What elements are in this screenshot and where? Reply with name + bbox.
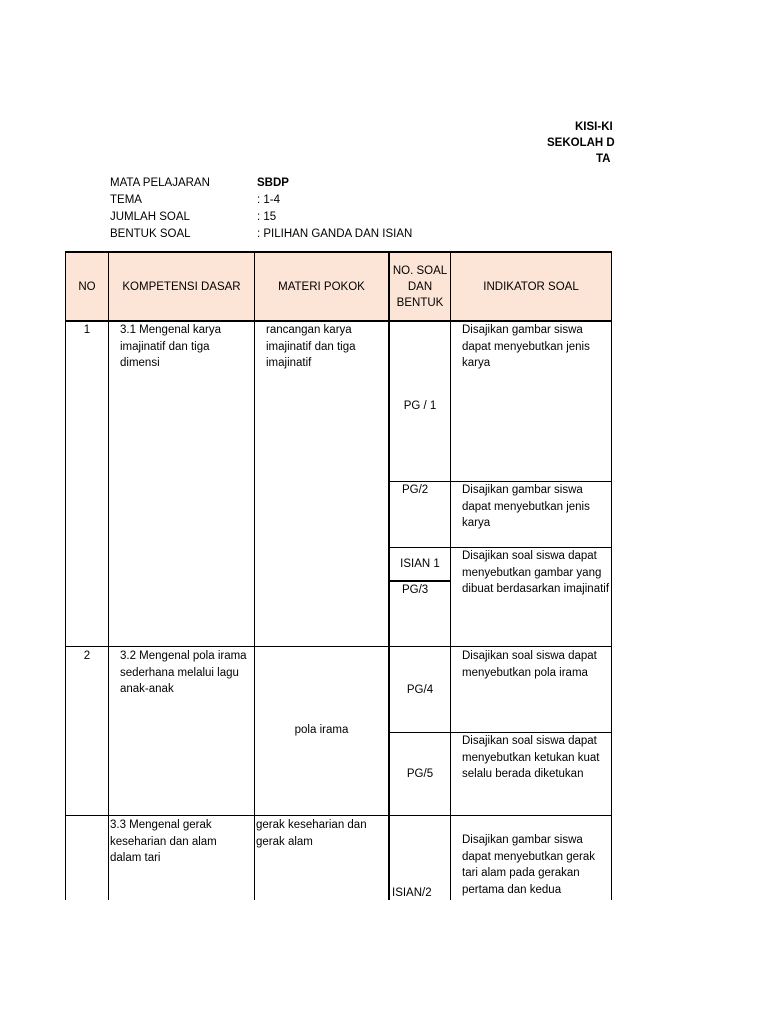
item-pg5-no-soal: PG/5 — [406, 768, 434, 780]
item-pg5-indikator: Disajikan soal siswa dapat menyebutkan ketukan kuat selalu berada diketukan — [462, 735, 600, 780]
info-label: TEMA — [110, 194, 142, 206]
item-isian1-indikator: Disajikan soal siswa dapat menyebutkan gambar yang dibuat berdasarkan imajinatif — [462, 550, 610, 595]
row-1-no: 1 — [83, 324, 91, 336]
row-divider — [65, 815, 390, 816]
col-border — [254, 251, 255, 900]
doc-title-line-1: KISI-KI — [575, 121, 613, 133]
info-label: JUMLAH SOAL — [110, 211, 190, 223]
col-border — [611, 251, 612, 900]
info-label: BENTUK SOAL — [110, 228, 191, 240]
header-kompetensi-dasar: KOMPETENSI DASAR — [122, 280, 241, 293]
row-3-kompetensi: 3.3 Mengenal gerak keseharian dan alam dalam tari — [110, 819, 217, 864]
header-no: NO — [78, 280, 96, 293]
item-pg4-no-soal: PG/4 — [406, 684, 434, 696]
row-2-materi: pola irama — [294, 724, 349, 736]
header-indikator-soal: INDIKATOR SOAL — [483, 280, 579, 293]
item-pg2-no-soal: PG/2 — [402, 484, 429, 496]
item-pg1-indikator: Disajikan gambar siswa dapat menyebutkan jenis karya — [462, 324, 590, 369]
info-value: SBDP — [257, 177, 289, 189]
item-isian2-no-soal: ISIAN/2 — [392, 887, 432, 899]
row-3-materi: gerak keseharian dan gerak alam — [256, 819, 367, 848]
info-value: : 15 — [257, 211, 277, 223]
item-isian2-indikator: Disajikan gambar siswa dapat menyebutkan gerak tari alam pada gerakan pertama dan kedua — [462, 834, 595, 896]
item-pg2-indikator: Disajikan gambar siswa dapat menyebutkan jenis karya — [462, 484, 590, 529]
col-border — [450, 251, 451, 900]
info-value: : 1-4 — [257, 194, 281, 206]
row-2-no: 2 — [83, 650, 91, 662]
row-2-kompetensi: 3.2 Mengenal pola irama sederhana melalui lagu anak-anak — [120, 650, 247, 695]
item-pg4-indikator: Disajikan soal siswa dapat menyebutkan pola irama — [462, 650, 597, 679]
col-border — [65, 251, 66, 900]
info-label: MATA PELAJARAN — [110, 177, 210, 189]
item-pg3-no-soal: PG/3 — [402, 584, 429, 596]
doc-title-line-2: SEKOLAH D — [547, 137, 615, 149]
row-1-kompetensi: 3.1 Mengenal karya imajinatif dan tiga dimensi — [120, 324, 222, 369]
header-no-soal: NO. SOAL DAN BENTUK — [392, 264, 448, 309]
row-divider — [390, 815, 612, 816]
item-isian1-no-soal: ISIAN 1 — [400, 558, 440, 570]
col-border — [388, 251, 390, 900]
col-border — [108, 251, 109, 900]
row-1-materi: rancangan karya imajinatif dan tiga imajinatif — [266, 324, 356, 369]
doc-title-line-3: TA — [596, 153, 611, 165]
item-pg1-no-soal: PG / 1 — [403, 400, 437, 412]
header-materi-pokok: MATERI POKOK — [278, 280, 365, 293]
row-divider — [65, 646, 612, 647]
info-value: : PILIHAN GANDA DAN ISIAN — [257, 228, 413, 240]
